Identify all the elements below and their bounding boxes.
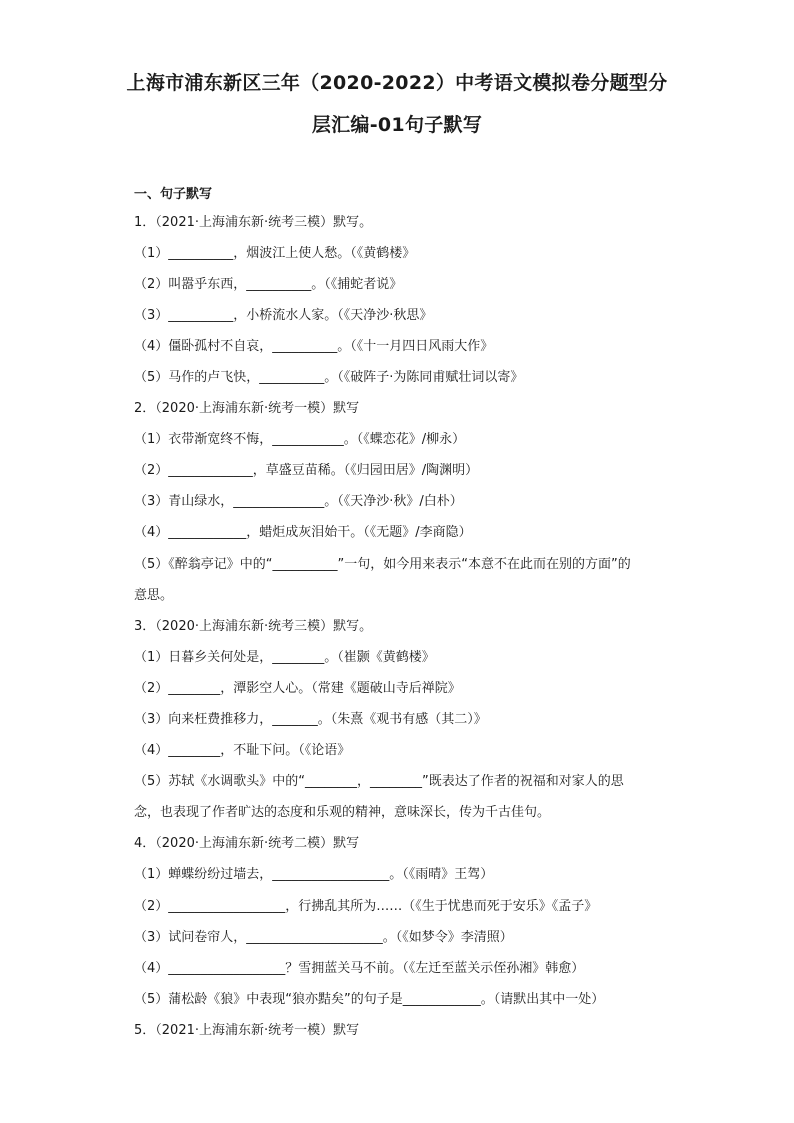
question-4-header: 4．（2020·上海浦东新·统考二模）默写 (134, 836, 360, 851)
question-2-item-2: （2）_____________，草盛豆苗稀。（《归园田居》/陶渊明） (134, 463, 479, 478)
question-2-header: 2．（2020·上海浦东新·统考一模）默写 (134, 401, 360, 416)
question-2-item-1: （1）衣带渐宽终不悔，___________。（《蝶恋花》/柳永） (134, 432, 466, 447)
question-1-header: 1．（2021·上海浦东新·统考三模）默写。 (134, 215, 373, 230)
question-1-item-2: （2）叫嚣乎东西，__________。（《捕蛇者说》 (134, 277, 403, 292)
question-1-item-5: （5）马作的卢飞快，__________。（《破阵子·为陈同甫赋壮词以寄》 (134, 370, 524, 385)
question-4-item-1: （1）蝉蝶纷纷过墙去，__________________。（《雨晴》王驾） (134, 867, 494, 882)
question-2-item-3: （3）青山绿水，______________。（《天净沙·秋》/白朴） (134, 494, 463, 509)
question-4-item-4: （4）__________________？雪拥蓝关马不前。（《左迁至蓝关示侄孙湘》韩愈） (134, 961, 585, 976)
question-2-item-5-continued: 意思。 (134, 588, 174, 603)
question-5-header: 5．（2021·上海浦东新·统考一模）默写 (134, 1023, 360, 1038)
question-3-item-1: （1）日暮乡关何处是，________。（崔颢《黄鹤楼》 (134, 650, 435, 665)
question-3-item-5-continued: 念，也表现了作者旷达的态度和乐观的精神，意味深长，传为千古佳句。 (134, 805, 551, 820)
question-2-item-4: （4）____________，蜡炬成灰泪始干。（《无题》/李商隐） (134, 525, 472, 540)
question-1-item-1: （1）__________，烟波江上使人愁。（《黄鹤楼》 (134, 246, 416, 261)
question-3-item-4: （4）________，不耻下问。（《论语》 (134, 743, 351, 758)
question-4-item-5: （5）蒲松龄《狼》中表现“狼亦黠矣”的句子是____________。（请默出其中一处） (134, 992, 605, 1007)
question-4-item-2: （2）__________________，行拂乱其所为……（《生于忧患而死于安乐》《孟子》 (134, 899, 598, 914)
question-1-item-3: （3）__________，小桥流水人家。（《天净沙·秋思》 (134, 308, 433, 323)
document-title-line-1: 上海市浦东新区三年（2020-2022）中考语文模拟卷分题型分 (126, 72, 668, 94)
question-4-item-3: （3）试问卷帘人，_____________________。（《如梦令》李清照） (134, 930, 513, 945)
question-3-item-2: （2）________，潭影空人心。（常建《题破山寺后禅院》 (134, 681, 461, 696)
question-3-item-3: （3）向来枉费推移力，_______。（朱熹《观书有感（其二）》 (134, 712, 487, 727)
question-3-item-5: （5）苏轼《水调歌头》中的“________，________”既表达了作者的祝福和对家人的思 (134, 774, 624, 789)
document-title-line-2: 层汇编-01句子默写 (311, 114, 483, 136)
question-3-header: 3．（2020·上海浦东新·统考三模）默写。 (134, 619, 373, 634)
section-heading: 一、句子默写 (134, 187, 213, 202)
question-2-item-5: （5）《醉翁亭记》中的“__________”一句，如今用来表示“本意不在此而在别的方面”的 (134, 557, 631, 572)
question-1-item-4: （4）僵卧孤村不自哀，__________。（《十一月四日风雨大作》 (134, 339, 494, 354)
